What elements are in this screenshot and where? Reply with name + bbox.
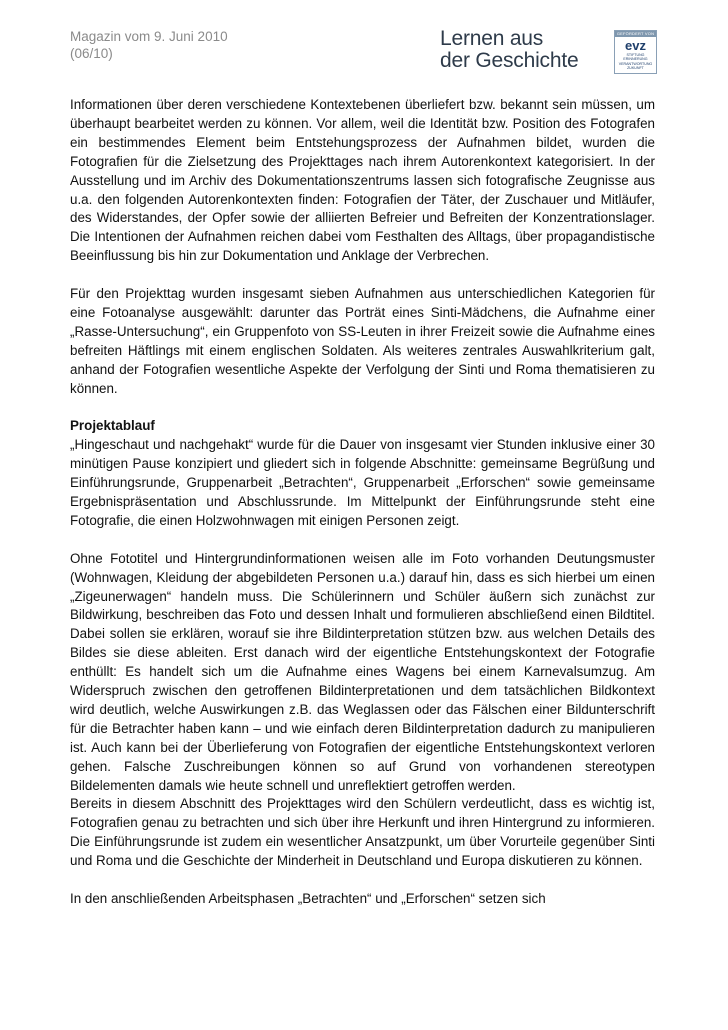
evz-sub-4: ZUKUNFT: [627, 65, 644, 70]
logo-line-2: der Geschichte: [440, 49, 579, 72]
paragraph-3: „Hingeschaut und nachgehakt“ wurde für die Dauer von insgesamt vier Stunden inklusive einer 30 minütigen Pause konzipiert und gliedert sich in folgende Abschnitte: gemeinsame Begrüßung und Einführungsrunde, Gruppenarbeit „Betrachten“, Gruppenarbeit „Erforschen“ sowie gemeinsame Ergebnispräsentation und Abschlussrunde. Im Mittelpunkt der Einführungsrunde steht eine Fotografie, die einen Holzwohnwagen mit einigen Personen zeigt.: [70, 437, 655, 528]
paragraph-1: Informationen über deren verschiedene Kontextebenen überliefert bzw. bekannt sein müssen, um überhaupt bearbeitet werden zu können. Vor allem, weil die Identität bzw. Position des Fotografen ein bestimmendes Element beim Entstehungsprozess der Aufnahmen bildet, wurden die Fotografien für die Zielsetzung des Projekttages nach ihrem Autorenkontext kategorisiert. In der Ausstellung und im Archiv des Dokumentationszentrums lassen sich fotografische Zeugnisse aus u.a. den folgenden Autorenkontexten finden: Fotografien der Täter, der Zuschauer und Mitläufer, des Widerstandes, der Opfer sowie der alliierten Befreier und Befreiten der Konzentrationslager. Die Intentionen der Aufnahmen reichen dabei vom Festhalten des Alltags, über propagandistische Beeinflussung bis hin zur Dokumentation und Anklage der Verbrechen.: [70, 97, 655, 264]
paragraph-4: Ohne Fototitel und Hintergrundinformationen weisen alle im Foto vorhanden Deutungsmuster (Wohnwagen, Kleidung der abgebildeten Personen u.a.) darauf hin, dass es sich hierbei um einen „Zigeunerwagen“ handeln muss. Die Schülerinnern und Schüler äußern sich zunächst zur Bildwirkung, beschreiben das Foto und dessen Inhalt und formulieren abschließend einen Bildtitel. Dabei sollen sie erklären, worauf sie ihre Bildinterpretation stützen bzw. aus welchen Details des Bildes sie diese ableiten. Erst danach wird der eigentliche Entstehungskontext der Fotografie enthüllt: Es handelt sich um die Aufnahme eines Wagens bei einem Karnevalsumzug. Am Widerspruch zwischen den getroffenen Bildinterpretationen und dem tatsächlichen Bildkontext wird deutlich, welche Auswirkungen z.B. das Weglassen oder das Fälschen einer Bildunterschrift für die Betrachter haben kann – und wie einfach deren Bildinterpretation dadurch zu manipulieren ist. Auch kann bei der Überlieferung von Fotografien der eigentliche Entstehungskontext verloren gehen. Falsche Zuschreibungen können so auf Grund von vorhandenen stereotypen Bildelementen damals wie heute schnell und unreflektiert getroffen werden.: [70, 550, 655, 793]
paragraph-6: In den anschließenden Arbeitsphasen „Betrachten“ und „Erforschen“ setzen sich: [70, 891, 546, 906]
article-body: [70, 96, 655, 928]
magazine-issue: (06/10): [70, 46, 113, 61]
paragraph-2: Für den Projekttag wurden insgesamt sieben Aufnahmen aus unterschiedlichen Kategorien für eine Fotoanalyse ausgewählt: darunter das Porträt eines Sinti-Mädchens, die Aufnahme einer „Rasse-Untersuchung“, ein Gruppenfoto von SS-Leuten in ihrer Freizeit sowie die Aufnahme eines befreiten Häftlings mit einem englischen Soldaten. Als weiteres zentrales Auswahlkriterium galt, anhand der Fotografien wesentliche Aspekte der Verfolgung der Sinti und Roma thematisieren zu können.: [70, 286, 655, 396]
evz-sub-1: STIFTUNG: [626, 53, 645, 57]
paragraph-5: Bereits in diesem Abschnitt des Projekttages wird den Schülern verdeutlicht, dass es wichtig ist, Fotografien genau zu betrachten und sich über ihre Herkunft und ihren Hintergrund zu informieren. Die Einführungsrunde ist zudem ein wesentlicher Ansatzpunkt, um über Vorurteile gegenüber Sinti und Roma und die Geschichte der Minderheit in Deutschland und Europa diskutieren zu können.: [70, 796, 655, 869]
magazine-info: [70, 28, 228, 62]
evz-logo: [614, 30, 657, 74]
magazine-date: Magazin vom 9. Juni 2010: [70, 29, 228, 44]
section-heading: Projektablauf: [70, 418, 155, 434]
logo-line-1: Lernen aus: [440, 27, 544, 50]
evz-sub-3: VERANTWORTUNG: [618, 61, 653, 66]
site-logo: [440, 28, 578, 72]
evz-caption: GEFÖRDERT VON: [616, 31, 655, 36]
evz-mark: evz: [625, 38, 646, 53]
evz-sub-2: ERINNERUNG: [623, 57, 648, 62]
